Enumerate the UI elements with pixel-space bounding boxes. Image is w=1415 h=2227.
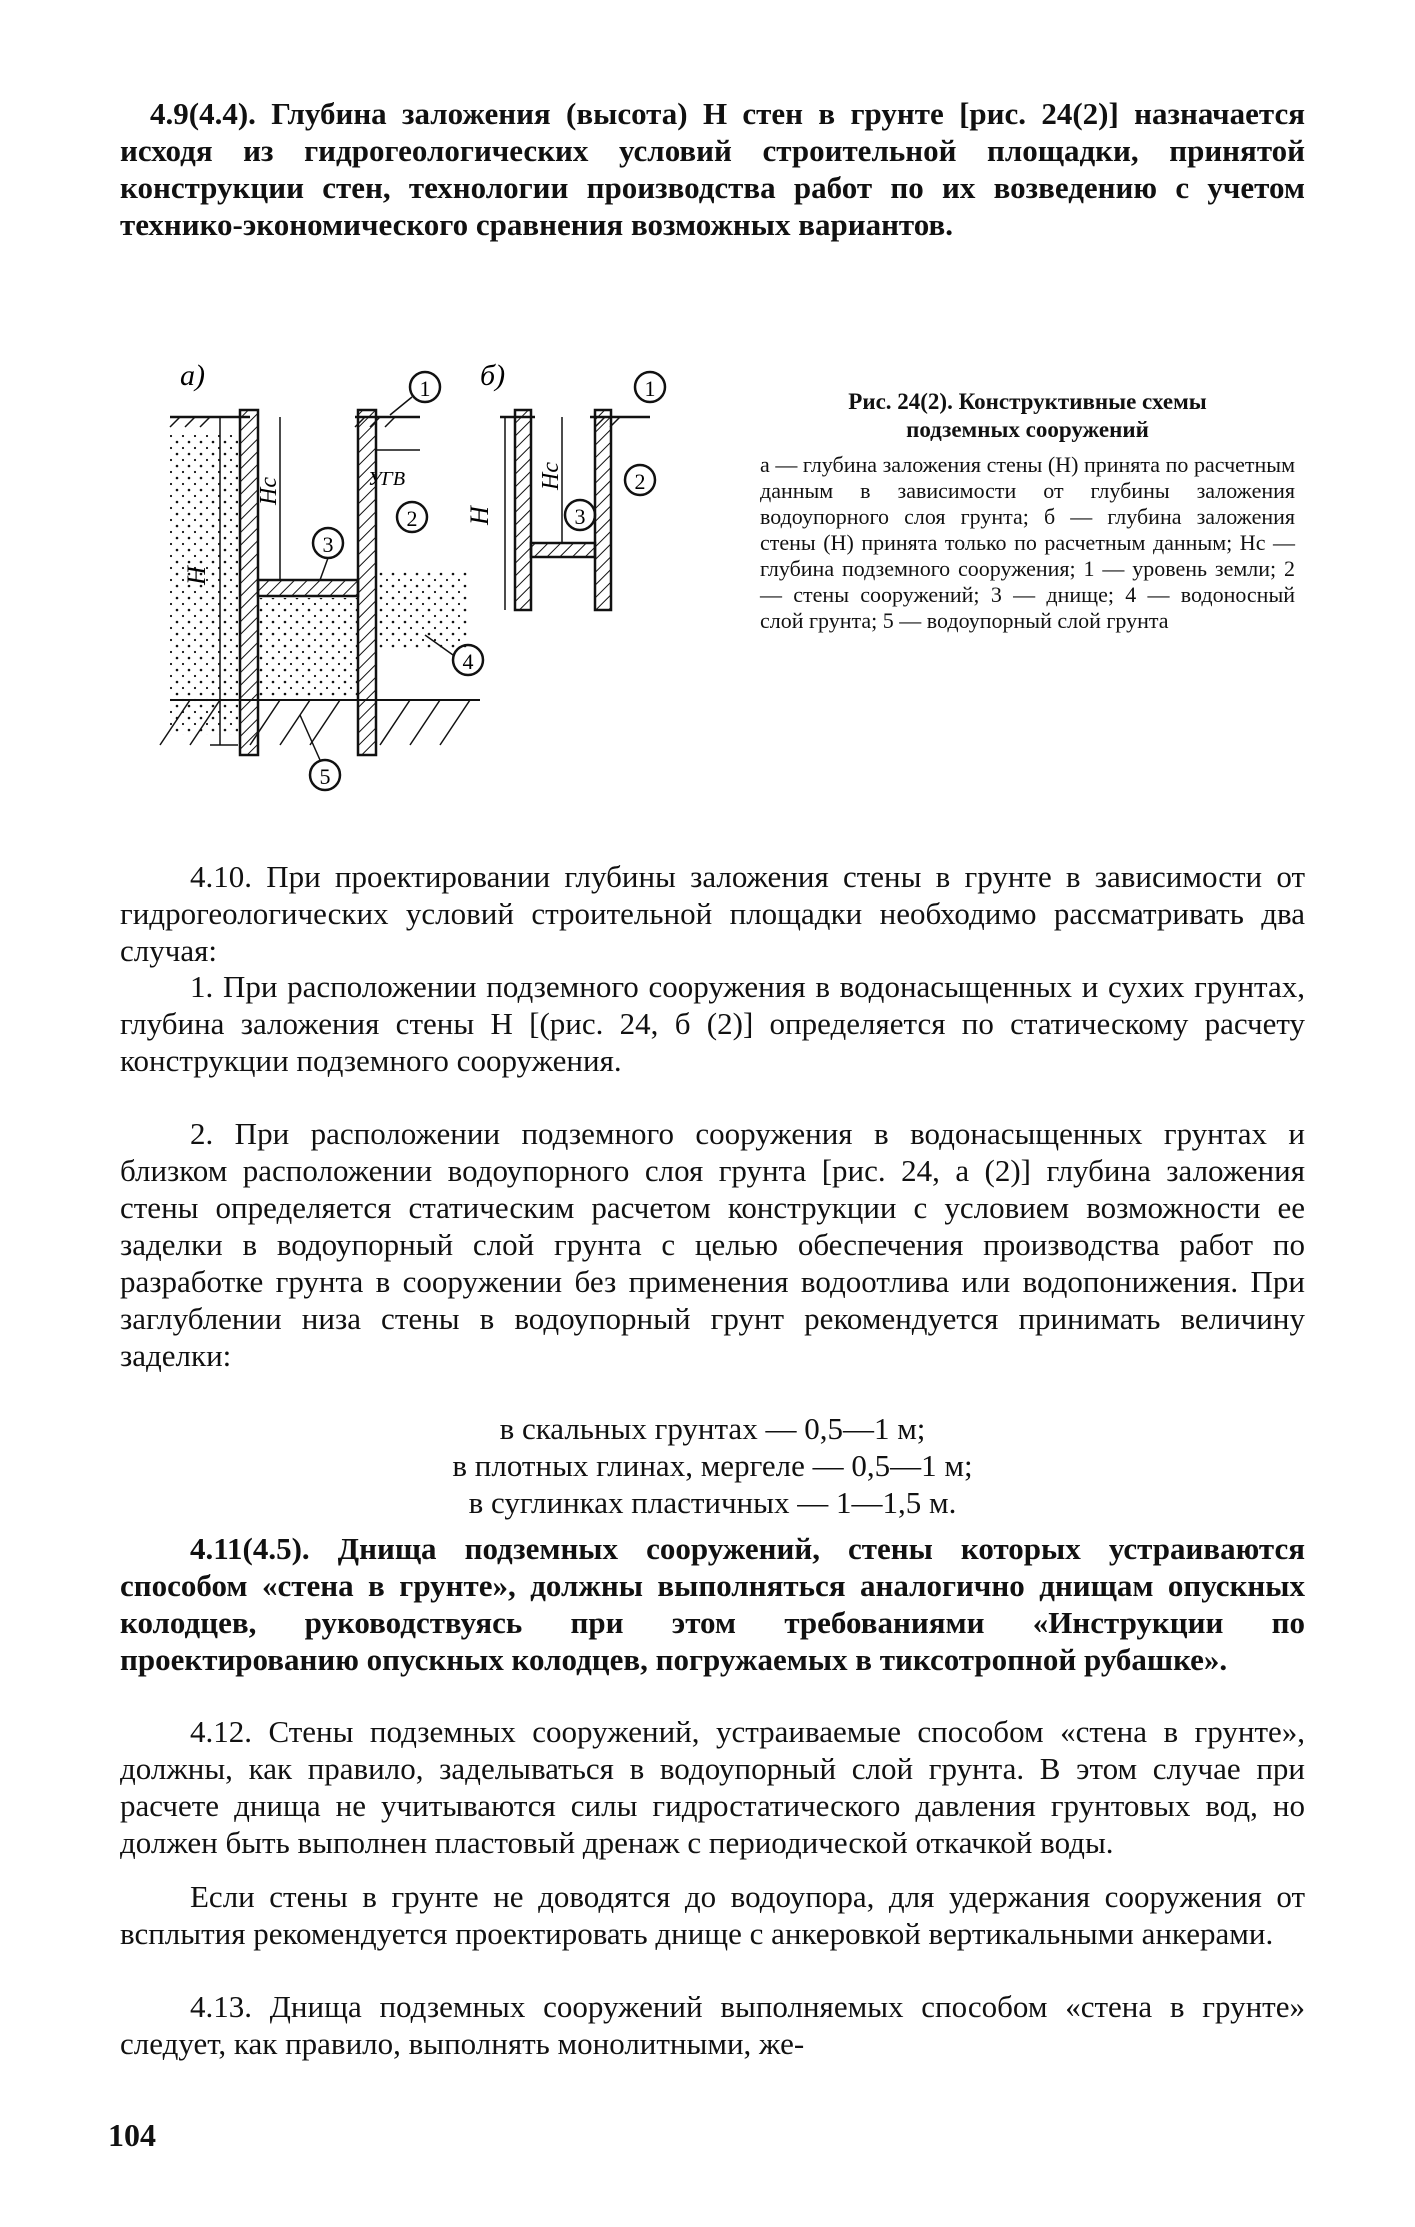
callout-4-a: 4 bbox=[462, 649, 474, 674]
section-4-10-intro: 4.10. При проектировании глубины заложения стены в грунте в зависимости от гидрогеологических условий строительной площадки необходимо рассматривать два случая: bbox=[120, 859, 1305, 968]
scheme-a bbox=[160, 359, 483, 790]
section-4-9-paragraph: 4.9(4.4). Глубина заложения (высота) H стен в грунте [рис. 24(2)] назначается исходя из гидрогеологических условий строительной площадки, принятой конструкции стен, технологии производства работ по их возведению с учетом технико-экономического сравнения возможных вариантов. bbox=[120, 96, 1305, 242]
scheme-b-h-label: H bbox=[465, 506, 494, 525]
section-4-11-paragraph: 4.11(4.5). Днища подземных сооружений, стены которых устраиваются способом «стена в грунте», должны выполняться аналогично днищам опускных колодцев, руководствуясь при этом требованиями «Инструкции по проектированию опускных колодцев, погружаемых в тиксотропной рубашке». bbox=[120, 1531, 1305, 1677]
callout-2-b: 2 bbox=[634, 469, 646, 494]
embedment-clay: в плотных глинах, мергеле — 0,5—1 м; bbox=[452, 1448, 973, 1483]
embedment-loam: в суглинках пластичных — 1—1,5 м. bbox=[468, 1485, 957, 1520]
figure-24-diagram bbox=[150, 355, 710, 805]
scheme-a-bottom-slab bbox=[258, 580, 358, 596]
scheme-a-label: а) bbox=[180, 359, 205, 392]
section-4-13-paragraph: 4.13. Днища подземных сооружений выполняемых способом «стена в грунте» следует, как правило, выполнять монолитными, же- bbox=[120, 1989, 1305, 2061]
section-4-12-anchoring-paragraph: Если стены в грунте не доводятся до водоупора, для удержания сооружения от всплытия рекомендуется проектировать днище с анкеровкой вертикальными анкерами. bbox=[120, 1879, 1305, 1951]
section-4-10-case-1: 1. При расположении подземного сооружения в водонасыщенных и сухих грунтах, глубина заложения стены H [(рис. 24, б (2)] определяется по статическому расчету конструкции подземного сооружения. bbox=[120, 969, 1305, 1078]
scheme-b-label: б) bbox=[480, 359, 506, 392]
callout-3-a: 3 bbox=[322, 532, 334, 557]
figure-caption bbox=[760, 388, 1295, 634]
scheme-b-hc-label: Hс bbox=[538, 462, 564, 490]
callout-2-a: 2 bbox=[406, 506, 418, 531]
embedment-values-list bbox=[120, 1410, 1305, 1521]
scheme-a-left-wall bbox=[240, 410, 258, 755]
scheme-b-left-wall bbox=[515, 410, 531, 610]
scheme-a-h-label: H bbox=[182, 566, 211, 585]
caption-body: а — глубина заложения стены (H) принята по расчетным данным в зависимости от глубины заложения водоупорного слоя грунта; б — глубина заложения стены (H) принята только по расчетным данным; Hс — глубина подземного сооружения; 1 — уровень земли; 2 — стены сооружений; 3 — днище; 4 — водоносный слой грунта; 5 — водоупорный слой грунта bbox=[760, 452, 1295, 633]
caption-title: Рис. 24(2). Конструктивные схемы подземных сооружений bbox=[848, 389, 1207, 442]
scheme-b-right-wall bbox=[595, 410, 611, 610]
callout-1-a: 1 bbox=[419, 376, 431, 401]
section-4-10-case-2: 2. При расположении подземного сооружения в водонасыщенных грунтах и близком расположении водоупорного слоя грунта [рис. 24, а (2)] глубина заложения стены определяется статическим расчетом конструкции с условием возможности ее заделки в водоупорный слой грунта с целью обеспечения производства работ по разработке грунта в сооружении без применения водоотлива или водопонижения. При заглублении низа стены в водоупорный грунт рекомендуется принимать величину заделки: bbox=[120, 1116, 1305, 1373]
page-number: 104 bbox=[108, 2117, 156, 2153]
scheme-b-bottom-slab bbox=[531, 543, 595, 557]
scheme-a-hc-label: Hс bbox=[256, 477, 282, 505]
callout-5-a: 5 bbox=[319, 764, 331, 789]
embedment-rock: в скальных грунтах — 0,5—1 м; bbox=[499, 1411, 926, 1446]
section-4-12-paragraph: 4.12. Стены подземных сооружений, устраиваемые способом «стена в грунте», должны, как правило, заделываться в водоупорный слой грунта. В этом случае при расчете днища не учитываются силы гидростатического давления грунтовых вод, но должен быть выполнен пластовый дренаж с периодической откачкой воды. bbox=[120, 1714, 1305, 1860]
scheme-a-right-wall bbox=[358, 410, 376, 755]
scheme-b bbox=[465, 359, 665, 610]
callout-3-b: 3 bbox=[574, 504, 586, 529]
ugv-label: УГВ bbox=[368, 468, 406, 490]
callout-1-b: 1 bbox=[644, 376, 656, 401]
